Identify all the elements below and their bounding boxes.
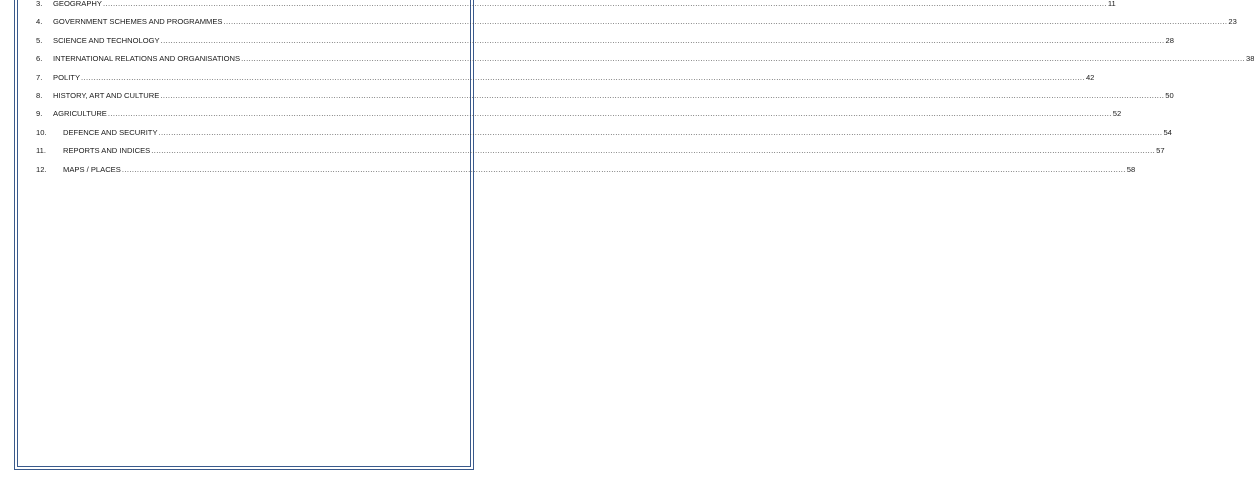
toc-entry-page: 28 <box>1165 35 1174 45</box>
toc-entry[interactable] <box>36 142 1165 160</box>
toc-entry-page: 11 <box>1107 0 1116 8</box>
toc-entry-number: 9. <box>36 109 43 119</box>
toc-entry-page: 57 <box>1156 146 1165 156</box>
toc-entry[interactable] <box>36 13 1237 31</box>
toc-dot-leader: ................................................................................................................................................................................................................................................................................................................................................................................................................ <box>121 164 1126 174</box>
toc-dot-leader: ................................................................................................................................................................................................................................................................................................................................................................................................................ <box>81 72 1085 82</box>
toc-entry-title: GOVERNMENT SCHEMES AND PROGRAMMES <box>53 17 223 27</box>
toc-dot-leader: ................................................................................................................................................................................................................................................................................................................................................................................................................ <box>158 127 1163 137</box>
toc-entry-title: GEOGRAPHY <box>53 0 102 8</box>
toc-entry-title: SCIENCE AND TECHNOLOGY <box>53 35 160 45</box>
toc-entry-page: 52 <box>1112 109 1122 119</box>
toc-entry[interactable] <box>36 87 1174 105</box>
toc-dot-leader: ................................................................................................................................................................................................................................................................................................................................................................................................................ <box>241 54 1245 64</box>
toc-entry-title: REPORTS AND INDICES <box>63 146 151 156</box>
toc-entry-page: 50 <box>1165 90 1174 100</box>
toc-entry-title: DEFENCE AND SECURITY <box>63 127 158 137</box>
toc-entry-page: 23 <box>1228 17 1237 27</box>
toc-entry-page: 42 <box>1085 72 1095 82</box>
toc-entry-page: 54 <box>1163 127 1172 137</box>
toc-entry-number: 3. <box>36 0 43 8</box>
toc-dot-leader: ................................................................................................................................................................................................................................................................................................................................................................................................................ <box>160 90 1165 100</box>
toc-entry-number: 7. <box>36 72 43 82</box>
toc-entry-title: HISTORY, ART AND CULTURE <box>53 90 160 100</box>
toc-entry[interactable] <box>36 161 1136 179</box>
toc-entry-title: POLITY <box>53 72 81 82</box>
toc-entry[interactable] <box>36 69 1095 87</box>
toc-entry-number: 4. <box>36 17 43 27</box>
toc-entry[interactable] <box>36 50 1254 68</box>
toc-entry-number: 11. <box>36 146 46 156</box>
toc-entry-title: MAPS / PLACES <box>63 164 121 174</box>
toc-entry[interactable] <box>36 105 1122 123</box>
toc-entry[interactable] <box>36 124 1172 142</box>
toc-entry-number: 12. <box>36 164 47 174</box>
toc-entry-number: 6. <box>36 54 43 64</box>
toc-dot-leader: ................................................................................................................................................................................................................................................................................................................................................................................................................ <box>151 146 1156 156</box>
toc-entry-title: INTERNATIONAL RELATIONS AND ORGANISATIONS <box>53 54 241 64</box>
toc-dot-leader: ................................................................................................................................................................................................................................................................................................................................................................................................................ <box>223 17 1228 27</box>
toc-entry-title: AGRICULTURE <box>53 109 107 119</box>
toc-entry-page: 58 <box>1126 164 1136 174</box>
toc-entry-number: 8. <box>36 90 43 100</box>
toc-dot-leader: ................................................................................................................................................................................................................................................................................................................................................................................................................ <box>102 0 1107 8</box>
toc-entry[interactable] <box>36 32 1174 50</box>
toc-entry[interactable] <box>36 0 1116 13</box>
toc-entry-page: 38 <box>1245 54 1254 64</box>
toc-entry-number: 5. <box>36 35 43 45</box>
toc-dot-leader: ................................................................................................................................................................................................................................................................................................................................................................................................................ <box>107 109 1112 119</box>
toc-entry-number: 10. <box>36 127 47 137</box>
table-of-contents <box>36 0 1254 179</box>
toc-dot-leader: ................................................................................................................................................................................................................................................................................................................................................................................................................ <box>160 35 1165 45</box>
